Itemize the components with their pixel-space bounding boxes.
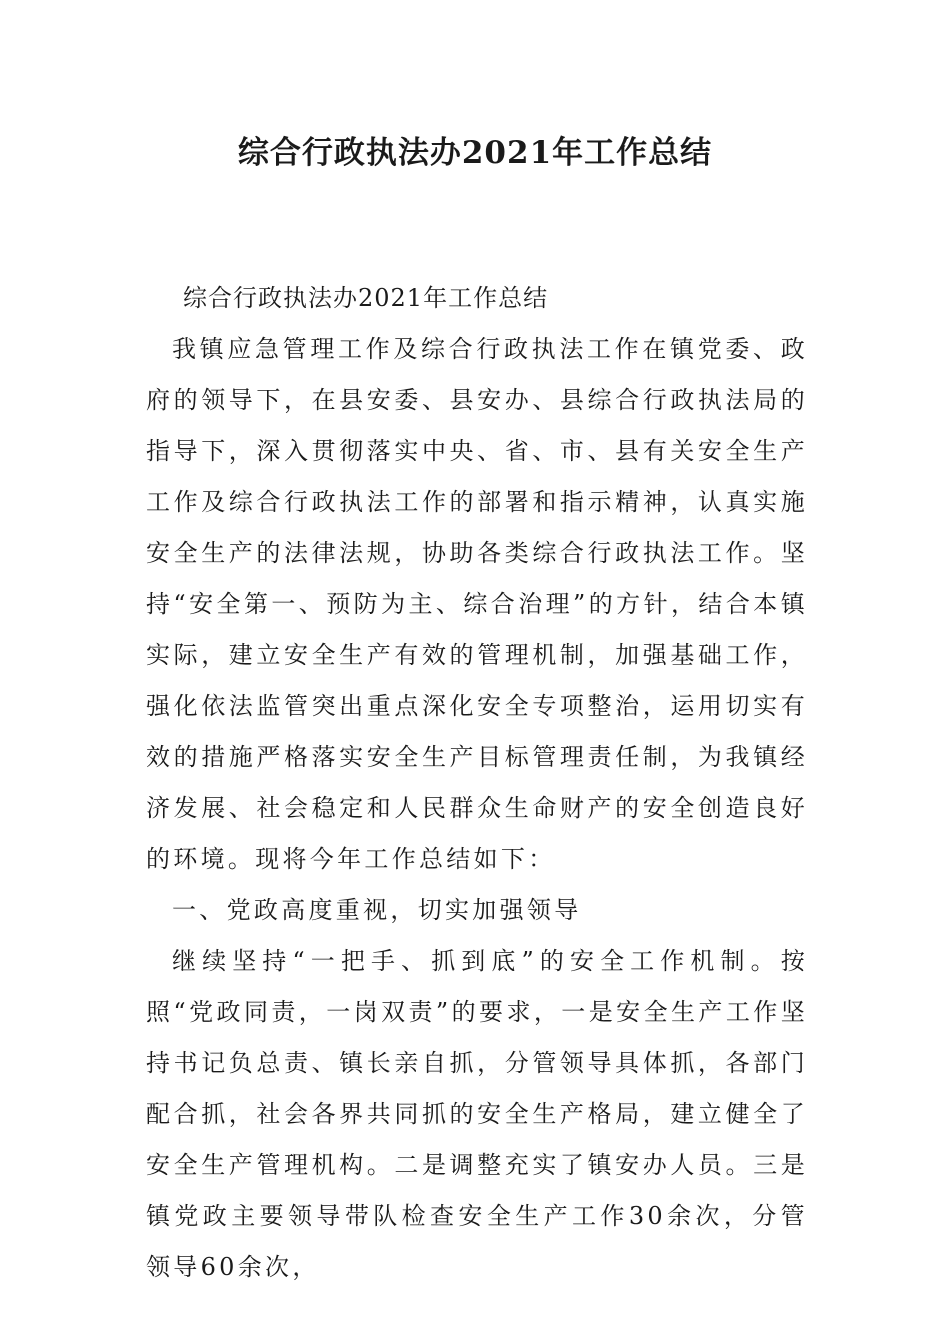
section-heading: 一、党政高度重视，切实加强领导: [172, 896, 582, 924]
document-subtitle: 综合行政执法办2021年工作总结: [183, 284, 549, 312]
intro-paragraph: 我镇应急管理工作及综合行政执法工作在镇党委、政府的领导下，在县安委、县安办、县综合行政执法局的指导下，深入贯彻落实中央、省、市、县有关安全生产工作及综合行政执法工作的部署和指示精神，认真实施安全生产的法律法规，协助各类综合行政执法工作。坚持“安全第一、预防为主、综合治理”的方针，结合本镇实际，建立安全生产有效的管理机制，加强基础工作，强化依法监管突出重点深化安全专项整治，运用切实有效的措施严格落实安全生产目标管理责任制，为我镇经济发展、社会稳定和人民群众生命财产的安全创造良好的环境。现将今年工作总结如下：: [146, 335, 808, 873]
section-paragraph: 继续坚持“一把手、抓到底”的安全工作机制。按照“党政同责，一岗双责”的要求，一是安全生产工作坚持书记负总责、镇长亲自抓，分管领导具体抓，各部门配合抓，社会各界共同抓的安全生产格局，建立健全了安全生产管理机构。二是调整充实了镇安办人员。三是镇党政主要领导带队检查安全生产工作30余次，分管领导60余次，: [146, 947, 808, 1281]
document-body: [146, 273, 808, 1293]
document-title: 综合行政执法办2021年工作总结: [237, 135, 713, 171]
